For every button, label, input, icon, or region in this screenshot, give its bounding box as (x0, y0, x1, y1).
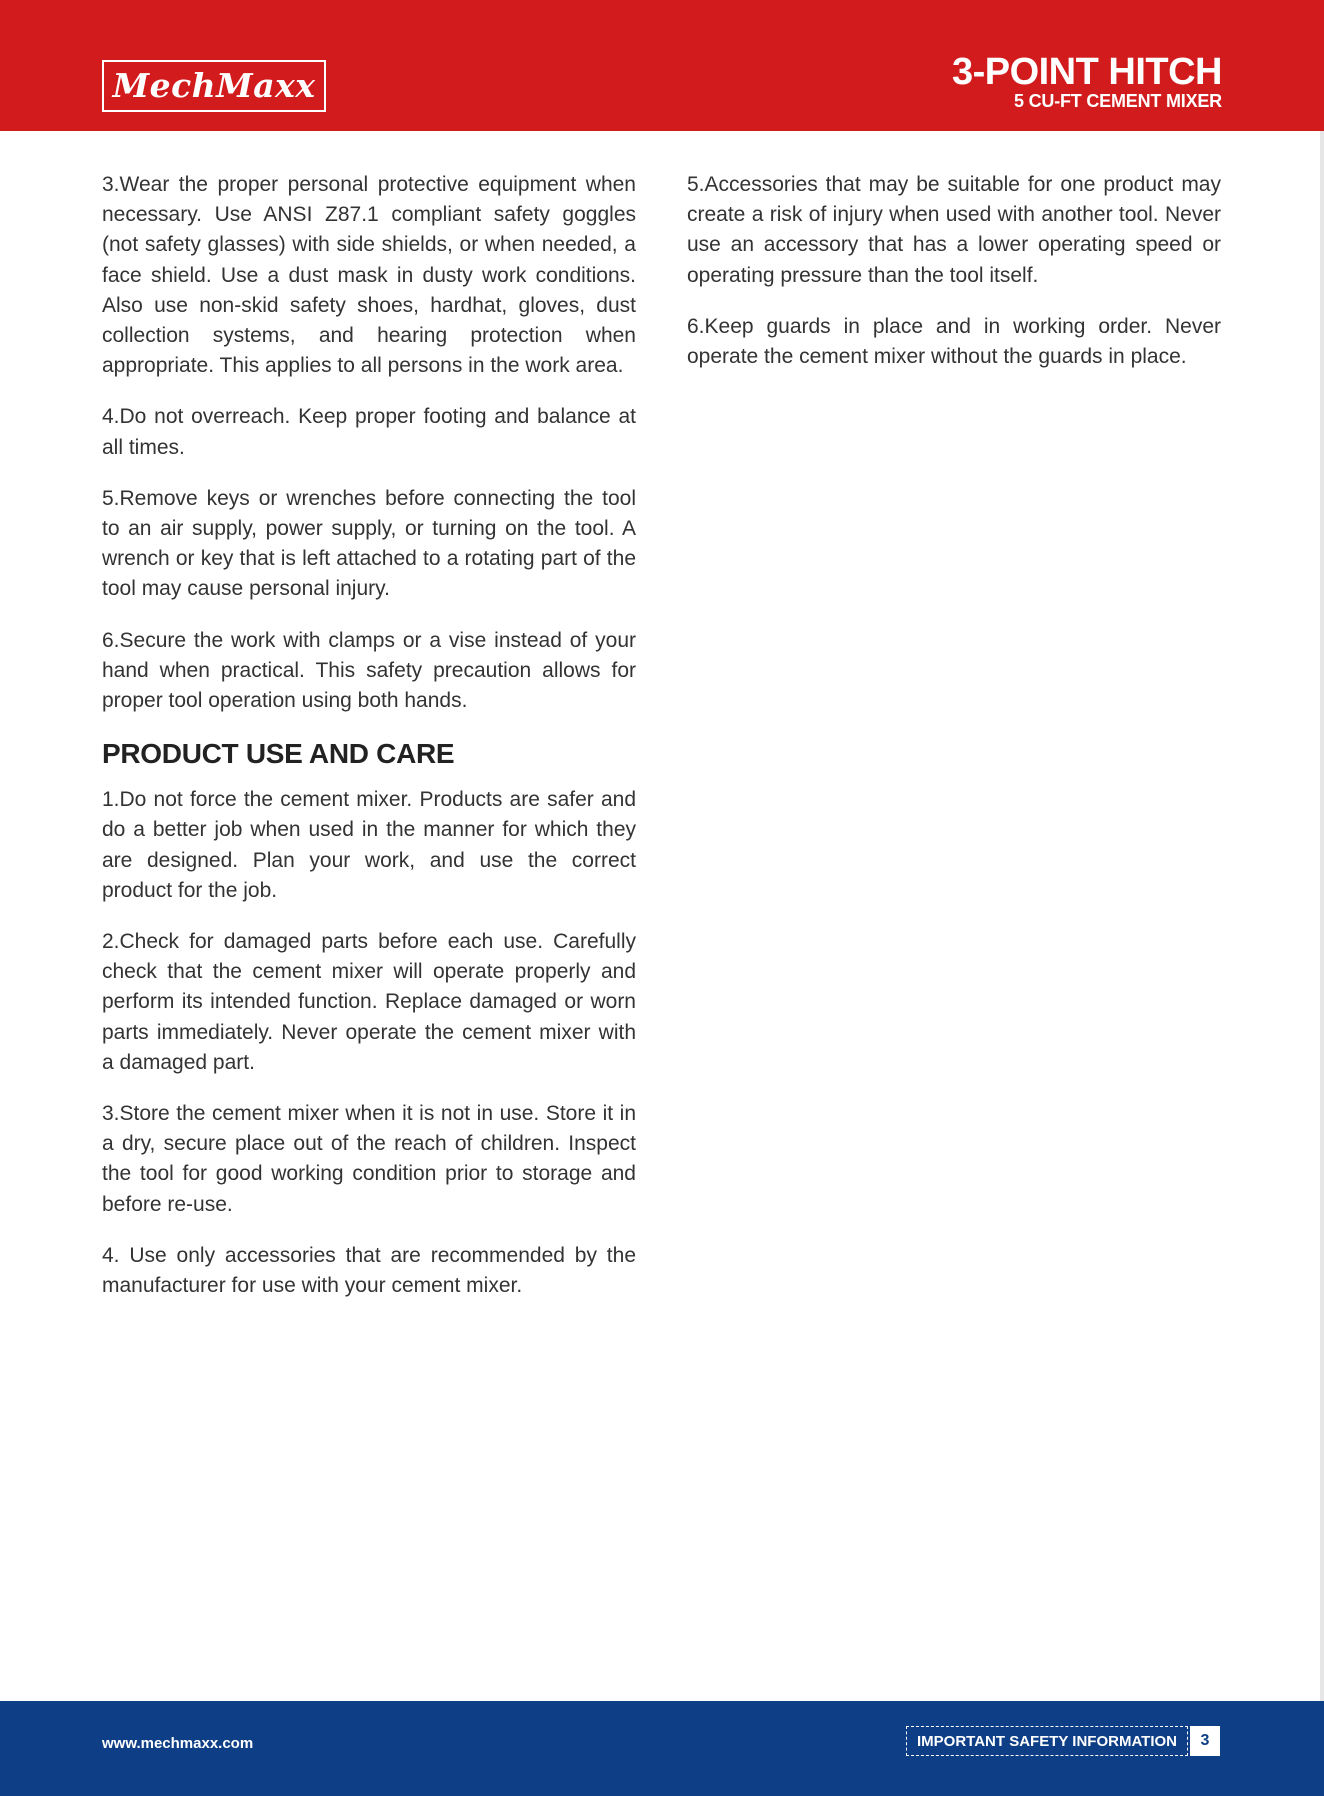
care-item-3: 3.Store the cement mixer when it is not in use. Store it in a dry, secure place out of the reach of children. Inspect the tool for good working condition prior to storage and before re-use. (102, 1102, 636, 1216)
section-heading-product-use: PRODUCT USE AND CARE (102, 738, 455, 770)
safety-item-6: 6.Secure the work with clamps or a vise instead of your hand when practical. This safety precaution allows for proper tool operation using both hands. (102, 628, 636, 713)
brand-logo: MechMaxx (102, 60, 326, 112)
footer-section-label: IMPORTANT SAFETY INFORMATION (906, 1726, 1188, 1756)
safety-item-5: 5.Remove keys or wrenches before connecting the tool to an air supply, power supply, or turning on the tool. A wrench or key that is left attached to a rotating part of the tool may cause personal injury. (102, 486, 636, 601)
safety-item-3: 3.Wear the proper personal protective equipment when necessary. Use ANSI Z87.1 compliant safety goggles (not safety glasses) with side shields, or when needed, a face shield. Use a dust mask in dusty work conditions. Also use non-skid safety shoes, hardhat, gloves, dust collection systems, and hearing protection when appropriate. This applies to all persons in the work area. (102, 173, 636, 378)
right-column (687, 170, 1221, 393)
page-header (0, 0, 1324, 131)
care-item-4: 4. Use only accessories that are recommended by the manufacturer for use with your cement mixer. (102, 1243, 636, 1298)
care-item-1: 1.Do not force the cement mixer. Products are safer and do a better job when used in the manner for which they are designed. Plan your work, and use the correct product for the job. (102, 788, 636, 902)
product-title: 3-POINT HITCH (951, 51, 1222, 93)
left-column (102, 170, 636, 1322)
footer-section-tag (906, 1725, 1220, 1757)
product-subtitle: 5 CU-FT CEMENT MIXER (1013, 91, 1222, 111)
care-item-5: 5.Accessories that may be suitable for one product may create a risk of injury when used with another tool. Never use an accessory that has a lower operating speed or operating pressure than the tool itself. (687, 173, 1221, 287)
website-link[interactable]: www.mechmaxx.com (102, 1735, 254, 1752)
page-footer (0, 1701, 1324, 1796)
safety-item-4: 4.Do not overreach. Keep proper footing and balance at all times. (102, 405, 636, 459)
care-item-6: 6.Keep guards in place and in working order. Never operate the cement mixer without the guards in place. (687, 314, 1221, 369)
product-title-block (952, 52, 1222, 110)
care-item-2: 2.Check for damaged parts before each use. Carefully check that the cement mixer will operate properly and perform its intended function. Replace damaged or worn parts immediately. Never operate the cement mixer with a damaged part. (102, 930, 636, 1074)
page-edge-shade (1320, 131, 1324, 1701)
page-number: 3 (1190, 1726, 1220, 1756)
